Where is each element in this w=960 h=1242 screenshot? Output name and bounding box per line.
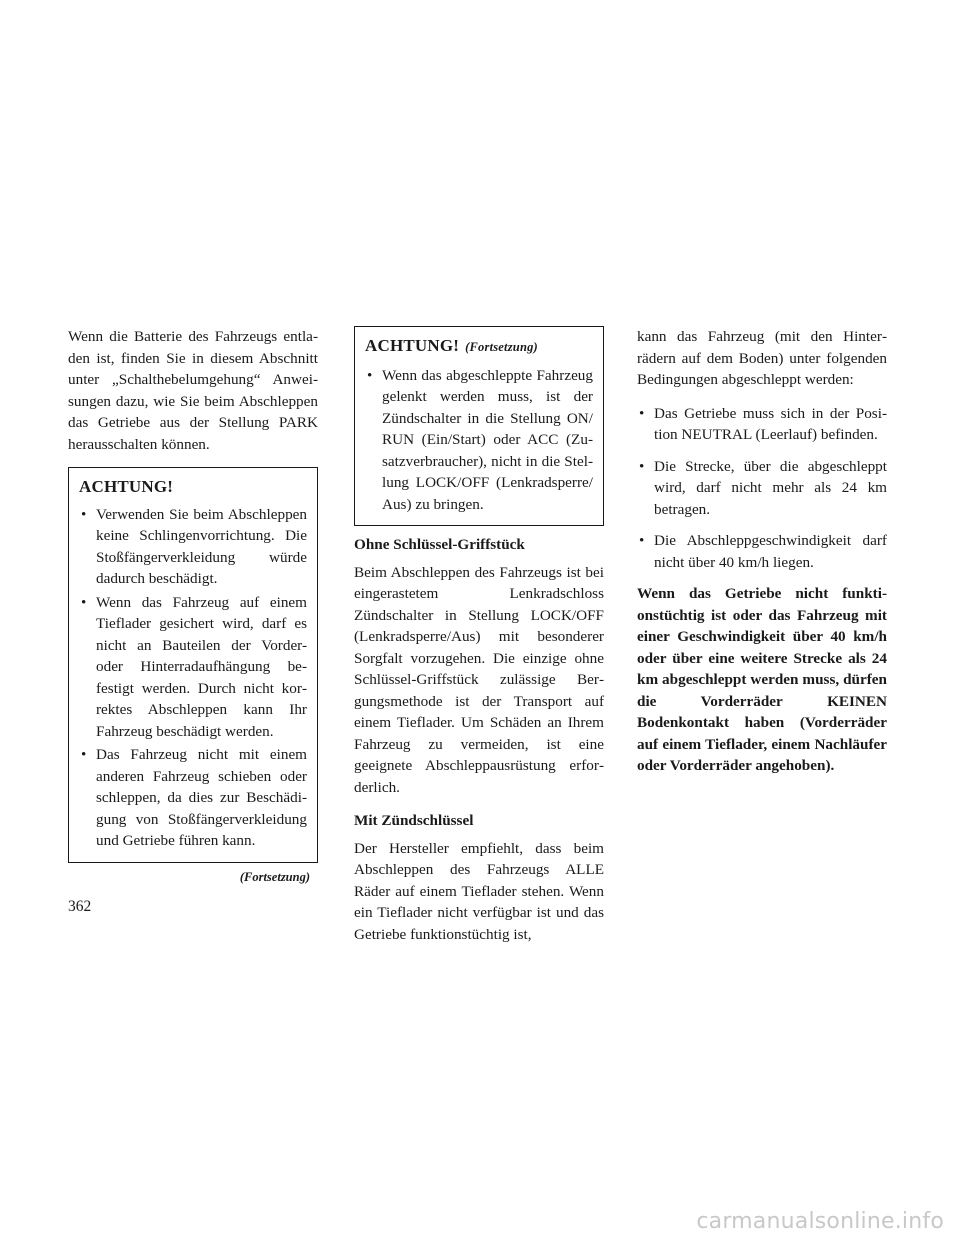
warning-continued-label: (Fortsetzung) bbox=[465, 340, 538, 354]
column-left bbox=[68, 326, 318, 888]
warning-item: • Das Fahrzeug nicht mit einem anderen Fahrzeug schieben oder schleppen, da dies zur Beschädigung von Stoßfängerverkleidung und Getriebe führen kann. bbox=[79, 744, 307, 852]
condition-item: • Das Getriebe muss sich in der Position NEUTRAL (Leerlauf) befinden. bbox=[637, 403, 887, 446]
bold-warning-paragraph: Wenn das Getriebe nicht funktionstüchtig ist oder das Fahrzeug mit einer Geschwindigkeit über 40 km/h oder über eine weitere Strecke als 24 km abgeschleppt werden muss, dürfen die Vorderräder KEINEN Bodenkontakt haben (Vorderräder auf einem Tieflader, einem Nachläufer oder Vorderräder angehoben). bbox=[637, 585, 887, 774]
warning-title: ACHTUNG! bbox=[79, 477, 174, 496]
warning-title-continued bbox=[365, 335, 593, 359]
warning-item: • Verwenden Sie beim Abschleppen keine Schlingenvorrichtung. Die Stoßfängerverkleidung würde dadurch beschädigt. bbox=[79, 504, 307, 590]
warning-item: • Wenn das Fahrzeug auf einem Tieflader gesichert wird, darf es nicht an Bauteilen der Vorder- oder Hinterradaufhängung befestigt werden. Durch nicht korrektes Abschleppen kann Ihr Fahrzeug beschädigt werden. bbox=[79, 592, 307, 743]
heading-with-key: Mit Zündschlüssel bbox=[354, 812, 474, 829]
heading-no-key: Ohne Schlüssel-Griffstück bbox=[354, 536, 525, 553]
page-number: 362 bbox=[68, 898, 92, 915]
warning-list bbox=[79, 504, 307, 852]
column-middle bbox=[354, 326, 604, 957]
paragraph-no-key: Beim Abschleppen des Fahrzeugs ist bei eingerastetem Lenkradschloss Zündschalter in Stellung LOCK/OFF (Lenkradsperre/Aus) mit besonderer Sorgfalt vorzugehen. Die einzige ohne Schlüssel-Griffstück zulässige Bergungsmethode ist der Transport auf einem Tieflader. Um Schäden an Ihrem Fahrzeug zu vermeiden, ist eine geeignete Abschleppausrüstung erforderlich. bbox=[354, 563, 604, 796]
watermark: carmanualsonline.info bbox=[696, 1209, 944, 1234]
continued-note: (Fortsetzung) bbox=[239, 869, 310, 884]
warning-title-text: ACHTUNG! bbox=[365, 336, 460, 355]
condition-item: • Die Strecke, über die abgeschleppt wird, darf nicht mehr als 24 km betragen. bbox=[637, 456, 887, 521]
warning-box bbox=[68, 467, 318, 863]
conditions-intro: kann das Fahrzeug (mit den Hinterrädern auf dem Boden) unter folgenden Bedingungen abgeschleppt werden: bbox=[637, 328, 887, 388]
warning-box-continued bbox=[354, 326, 604, 526]
warning-item: • Wenn das abgeschleppte Fahrzeug gelenkt werden muss, ist der Zündschalter in die Stellung ON/ RUN (Ein/Start) oder ACC (Zusatzverbraucher), nicht in die Stellung LOCK/OFF (Lenkradsperre/ Aus) zu bringen. bbox=[365, 365, 593, 516]
warning-list bbox=[365, 365, 593, 516]
paragraph-with-key: Der Hersteller empfiehlt, dass beim Abschleppen des Fahrzeugs ALLE Räder auf einem Tieflader stehen. Wenn ein Tieflader nicht verfügbar ist und das Getriebe funktionstüchtig ist, bbox=[354, 839, 604, 943]
column-right bbox=[637, 326, 887, 789]
conditions-list bbox=[637, 403, 887, 574]
condition-item: • Die Abschleppgeschwindigkeit darf nicht über 40 km/h liegen. bbox=[637, 530, 887, 573]
intro-paragraph: Wenn die Batterie des Fahrzeugs entladen ist, finden Sie in diesem Abschnitt unter „Schalthebelumgehung“ Anweisungen dazu, wie Sie beim Abschleppen das Getriebe aus der Stellung PARK herausschalten können. bbox=[68, 328, 318, 453]
